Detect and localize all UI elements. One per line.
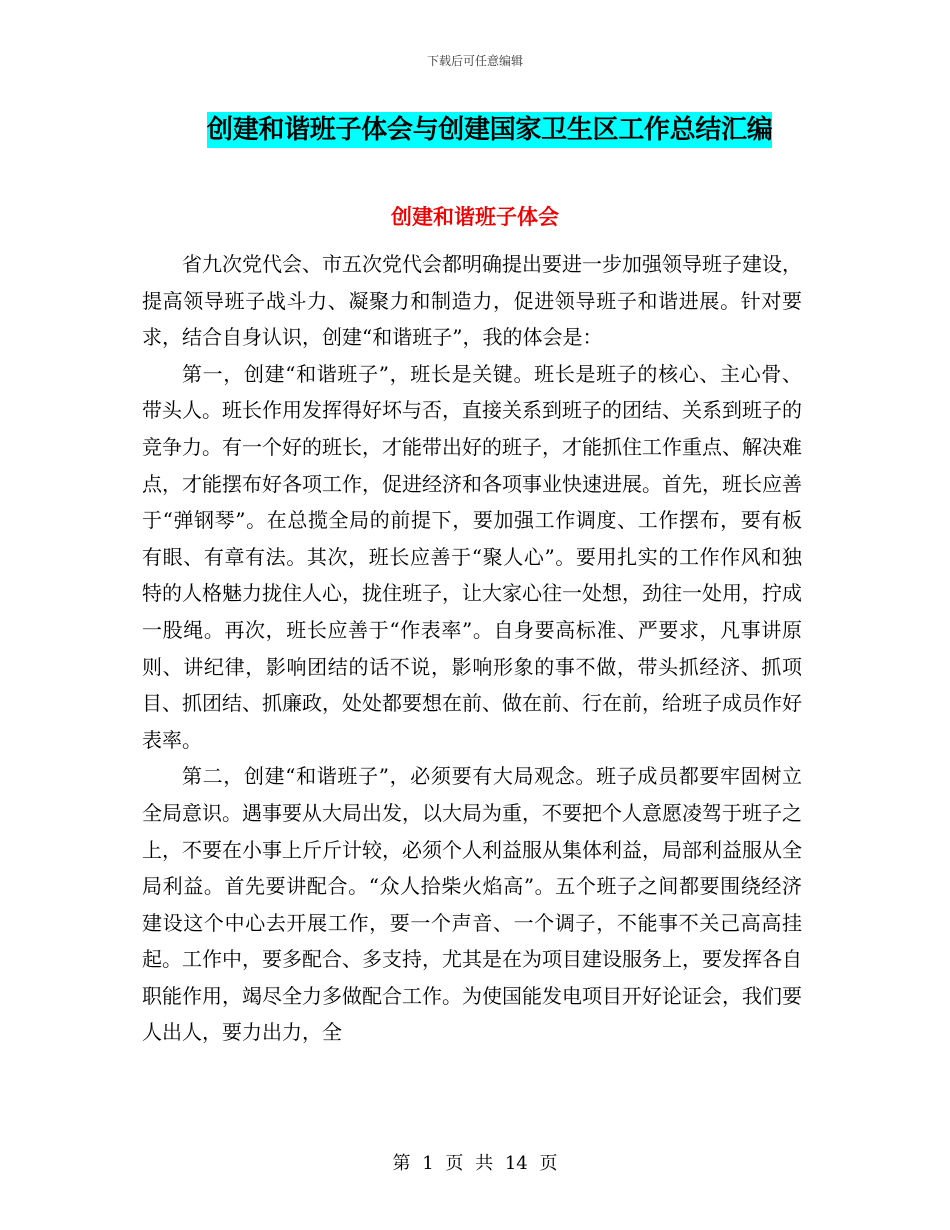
- body-text: [142, 246, 802, 1051]
- paragraph-intro: 省九次党代会、市五次党代会都明确提出要进一步加强领导班子建设，提高领导班子战斗力、凝聚力和制造力，促进领导班子和谐进展。针对要求，结合自身认识，创建“和谐班子”，我的体会是：: [142, 252, 802, 350]
- paragraph-first-point: 第一，创建“和谐班子”，班长是关键。班长是班子的核心、主心骨、带头人。班长作用发挥得好坏与否，直接关系到班子的团结、关系到班子的竞争力。有一个好的班长，才能带出好的班子，才能抓住工作重点、解决难点，才能摆布好各项工作，促进经济和各项事业快速进展。首先，班长应善于“弹钢琴”。在总揽全局的前提下，要加强工作调度、工作摆布，要有板有眼、有章有法。其次，班长应善于“聚人心”。要用扎实的工作作风和独特的人格魅力拢住人心，拢住班子，让大家心往一处想，劲往一处用，拧成一股绳。再次，班长应善于“作表率”。自身要高标准、严要求，凡事讲原则、讲纪律，影响团结的话不说，影响形象的事不做，带头抓经济、抓项目、抓团结、抓廉政，处处都要想在前、做在前、行在前，给班子成员作好表率。: [142, 361, 802, 752]
- page-number-footer: 第 1 页 共 14 页: [392, 1153, 558, 1174]
- document-title: 创建和谐班子体会与创建国家卫生区工作总结汇编: [207, 112, 772, 148]
- header-note: 下载后可任意编辑: [426, 54, 523, 68]
- section-title: 创建和谐班子体会: [391, 205, 559, 229]
- paragraph-second-point: 第二，创建“和谐班子”，必须要有大局观念。班子成员都要牢固树立全局意识。遇事要从大局出发，以大局为重，不要把个人意愿凌驾于班子之上，不要在小事上斤斤计较，必须个人利益服从集体利益，局部利益服从全局利益。首先要讲配合。“众人拾柴火焰高”。五个班子之间都要围绕经济建设这个中心去开展工作，要一个声音、一个调子，不能事不关己高高挂起。工作中，要多配合、多支持，尤其是在为项目建设服务上，要发挥各自职能作用，竭尽全力多做配合工作。为使国能发电项目开好论证会，我们要人出人，要力出力，全: [142, 764, 802, 1045]
- document-title-container: [207, 112, 792, 148]
